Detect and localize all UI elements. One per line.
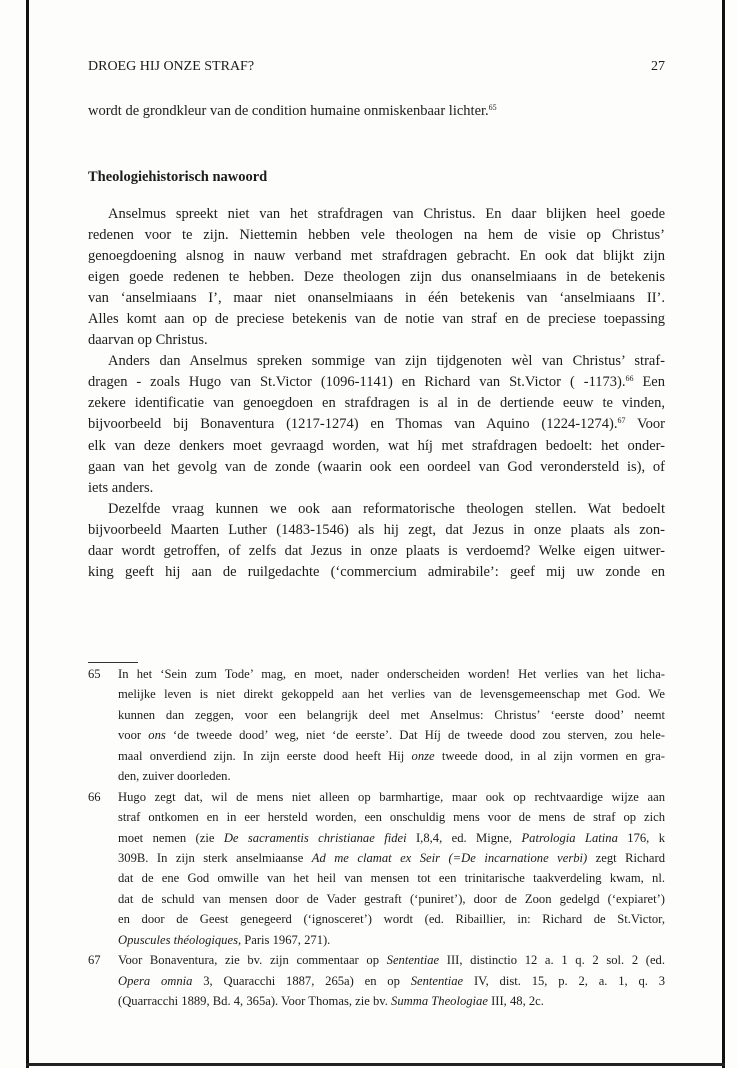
text-line [88, 246, 665, 267]
text-run[interactable]: bijvoorbeeld bij Bonaventura (1217-1274) en Thomas van Aquino (1224-1274). [88, 416, 618, 433]
text-run[interactable]: straf ontkomen en in eer hersteld worden, een onschuldig mens voor de mens de straf op zich [118, 810, 665, 825]
text-line [88, 267, 665, 288]
footnote-line [118, 909, 665, 929]
page-edge-left [26, 0, 29, 1068]
page-number: 27 [651, 59, 665, 74]
text-line [88, 309, 665, 330]
footnote [88, 787, 665, 951]
italic-text: ons [148, 728, 166, 743]
text-run[interactable]: zegt Richard [587, 850, 665, 865]
text-run[interactable]: king geeft hij aan de ruilgedachte (‘commercium admirabile’: geef mij uw zonde en [88, 563, 665, 580]
text-run[interactable]: daarvan op Christus. [88, 332, 208, 349]
text-line [88, 457, 665, 478]
text-run[interactable]: Voor [625, 416, 665, 433]
text-run[interactable]: redenen voor te zijn. Niettemin hebben vele theologen na hem de visie op Christus’ [88, 227, 665, 244]
text-line [88, 204, 665, 225]
footnote-number: 67 [88, 953, 101, 968]
text-run[interactable]: en door de Geest genegeerd (‘ignosceret’) wordt (ed. Ribaillier, in: Richard de St.Victor, [118, 912, 665, 927]
paragraph [88, 351, 665, 498]
footnote-line [118, 766, 665, 786]
text-run[interactable]: I,8,4, ed. Migne, [406, 830, 522, 845]
footnote-line [118, 787, 665, 807]
text-line [88, 330, 665, 351]
italic-text: Opera omnia [118, 973, 193, 988]
footnote [88, 664, 665, 787]
text-run[interactable]: kunnen dan zeggen, voor een belangrijk deel met Anselmus: Christus’ ‘eerste dood’ neemt [118, 707, 665, 722]
intro-line [88, 101, 665, 122]
paragraph [88, 204, 665, 351]
text-run[interactable]: maal onverdiend zijn. In zijn eerste dood heeft Hij [118, 748, 412, 763]
footnote-separator [88, 662, 138, 663]
footnote-reference[interactable]: 66 [625, 374, 634, 384]
text-run[interactable]: (Quarracchi 1889, Bd. 4, 365a). Voor Thomas, zie bv. [118, 994, 392, 1008]
footnote-line [118, 684, 665, 704]
text-line [88, 520, 665, 541]
footnote-line [118, 971, 665, 991]
text-run[interactable]: Dezelfde vraag kunnen we ook aan reformatorische theologen stellen. Wat bedoelt [108, 500, 665, 517]
italic-text: Summa Theologiae [391, 994, 488, 1008]
text-run[interactable]: voor [118, 728, 149, 743]
text-run[interactable]: melijke leven is niet direkt gekoppeld aan het verlies van de levensgemeenschap met God. We [118, 687, 665, 702]
running-head [88, 59, 665, 75]
text-run[interactable]: 309B. In zijn sterk anselmiaanse [118, 850, 312, 865]
italic-text: Opuscules théologiques, [118, 932, 242, 947]
text-line [88, 225, 665, 246]
footnote-line [118, 889, 665, 909]
text-run[interactable]: Anders dan Anselmus spreken sommige van zijn tijdgenoten wèl van Christus’ straf- [108, 353, 665, 370]
text-run[interactable]: tweede dood, in al zijn vormen en gra- [434, 748, 665, 763]
text-line [88, 478, 665, 499]
text-line [88, 414, 665, 435]
italic-text: Patrologia Latina [521, 830, 618, 845]
text-run[interactable]: III, distinctio 12 a. 1 q. 2 sol. 2 (ed. [439, 953, 666, 968]
body-text [88, 204, 665, 583]
footnote-line [118, 848, 665, 868]
footnote-reference[interactable]: 65 [488, 103, 497, 112]
italic-text: Sententiae [410, 973, 464, 988]
text-line [88, 541, 665, 562]
footnote-line [118, 991, 665, 1011]
footnote-number: 65 [88, 667, 101, 681]
text-run[interactable]: wordt de grondkleur van de condition humaine onmiskenbaar lichter. [88, 103, 489, 119]
footnote-line [118, 950, 665, 970]
italic-text: Ad me clamat ex Seir (=De incarnatione verbi) [311, 850, 588, 865]
section-heading: Theologiehistorisch nawoord [88, 169, 268, 185]
text-run[interactable]: genoegdoening alsnog in nauw verband met strafdragen gebracht. En ook dat blijkt zijn [88, 248, 665, 265]
text-line [88, 372, 665, 393]
footnote-line [118, 828, 665, 848]
text-run[interactable]: Anselmus spreekt niet van het strafdragen van Christus. En daar blijken heel goede [108, 206, 665, 222]
footnote-line [118, 664, 665, 684]
text-line [88, 288, 665, 309]
text-run[interactable]: III, 48, 2c. [487, 994, 544, 1008]
footnote-line [118, 807, 665, 827]
text-run[interactable]: zekere identificatie van genoegdoen en strafdragen is al in de dertiende eeuw te vinden, [88, 395, 665, 412]
footnote-line [118, 705, 665, 725]
text-run[interactable]: daar wordt getroffen, of zelfs dat Jezus in onze plaats is verdoemd? Welke eigen uitwer- [88, 542, 665, 559]
footnote-reference[interactable]: 67 [617, 416, 626, 426]
text-run[interactable]: iets anders. [88, 479, 154, 496]
footnotes [88, 664, 665, 1011]
text-run[interactable]: elk van deze denkers moet gevraagd worden, wat híj met strafdragen bedoelt: het onder- [88, 437, 665, 454]
text-run[interactable]: moet nemen (zie [118, 830, 224, 845]
page-edge-bottom [26, 1063, 725, 1066]
text-run[interactable]: dragen - zoals Hugo van St.Victor (1096-1141) en Richard van St.Victor ( -1173). [88, 374, 626, 391]
text-run[interactable]: Een [633, 374, 665, 391]
text-run[interactable]: den, zuiver doorleden. [118, 769, 231, 784]
text-run[interactable]: Voor Bonaventura, zie bv. zijn commentaar op [118, 953, 387, 968]
footnote [88, 950, 665, 1011]
text-run[interactable]: Alles komt aan op de preciese betekenis van de notie van straf en de preciese toepassing [88, 311, 665, 328]
page-edge-right [722, 0, 725, 1068]
footnote-number: 66 [88, 789, 101, 804]
text-line [88, 351, 665, 372]
italic-text: onze [411, 748, 435, 763]
footnote-line [118, 930, 665, 950]
text-line [88, 101, 665, 122]
footnote-line [118, 746, 665, 766]
footnote-line [118, 725, 665, 745]
text-line [88, 562, 665, 583]
footnote-line [118, 868, 665, 888]
text-run[interactable]: Hugo zegt dat, wil de mens niet alleen op barmhartige, maar ook op rechtvaardige wijze aan [118, 789, 665, 804]
text-run[interactable]: dat de schuld van mensen door de Vader gestraft (‘puniret’), door de Zoon gedelgd (‘expiaret’) [118, 891, 665, 906]
text-run[interactable]: 176, k [617, 830, 665, 845]
italic-text: De sacramentis christianae fidei [223, 830, 407, 845]
text-line [88, 499, 665, 520]
text-run[interactable]: 3, Quaracchi 1887, 265a) en op [192, 973, 411, 988]
text-line [88, 436, 665, 457]
italic-text: Sententiae [386, 953, 440, 968]
text-run[interactable]: Paris 1967, 271). [241, 932, 331, 947]
paragraph [88, 499, 665, 583]
text-run[interactable]: ‘de tweede dood’ weg, niet ‘de eerste’. Dat Híj de tweede dood zou sterven, zou hele- [165, 728, 665, 743]
text-run[interactable]: gaan van het gevolg van de zonde (waarin ook een oordeel van God verondersteld is), of [88, 458, 665, 475]
text-run[interactable]: bijvoorbeeld Maarten Luther (1483-1546) als hij zegt, dat Jezus in onze plaats als zon- [88, 521, 665, 538]
text-run[interactable]: In het ‘Sein zum Tode’ mag, en moet, nader onderscheiden worden! Het verlies van het licha- [118, 667, 665, 681]
text-run[interactable]: dat de ene God omwille van het heil van mensen tot een trinitarische taakverdeling kwam, nl. [118, 871, 665, 886]
text-run[interactable]: van ‘anselmiaans I’, maar niet onanselmiaans in één betekenis van ‘anselmiaans II’. [88, 290, 665, 307]
text-run[interactable]: eigen goede redenen te hebben. Deze theologen zijn dus onanselmiaans in de betekenis [88, 269, 665, 286]
text-line [88, 393, 665, 414]
running-head-title: DROEG HIJ ONZE STRAF? [88, 59, 255, 74]
text-run[interactable]: IV, dist. 15, p. 2, a. 1, q. 3 [463, 973, 665, 988]
